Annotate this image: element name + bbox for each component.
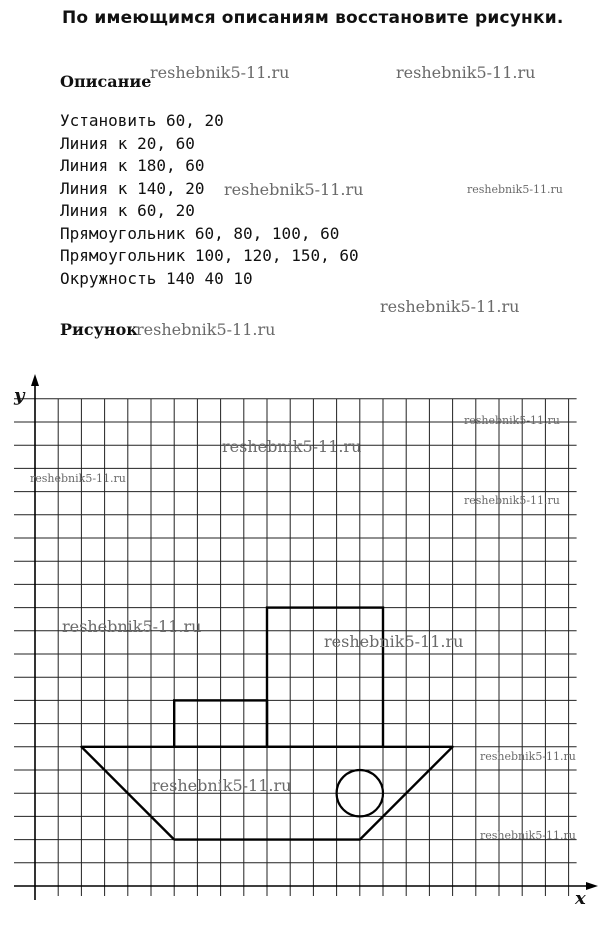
y-axis-label: y (14, 385, 25, 406)
description-line: Установить 60, 20 (60, 111, 224, 130)
description-line: Линия к 140, 20 (60, 178, 205, 198)
watermark: reshebnik5-11.ru (464, 494, 560, 507)
watermark: reshebnik5-11.ru (464, 414, 560, 427)
description-line: Линия к 20, 60 (60, 133, 195, 153)
description-line: Линия к 180, 60 (60, 156, 205, 175)
watermark: reshebnik5-11.ru (480, 829, 576, 842)
task-title: По имеющимся описаниям восстановите рисунки. (62, 8, 564, 28)
watermark: reshebnik5-11.ru (224, 180, 364, 199)
watermark: reshebnik5-11.ru (136, 320, 276, 339)
watermark: reshebnik5-11.ru (62, 617, 202, 636)
watermark: reshebnik5-11.ru (380, 297, 520, 316)
description-heading: Описание (60, 72, 152, 91)
watermark: reshebnik5-11.ru (222, 437, 362, 456)
watermark: reshebnik5-11.ru (152, 776, 292, 795)
watermark: reshebnik5-11.ru (30, 472, 126, 485)
y-axis-arrow (31, 374, 39, 386)
description-line: Линия к 60, 20 (60, 201, 195, 220)
description-line: Прямоугольник 100, 120, 150, 60 (60, 246, 359, 265)
watermark: reshebnik5-11.ru (150, 63, 290, 82)
watermark: reshebnik5-11.ru (467, 183, 563, 196)
x-axis-arrow (586, 882, 598, 890)
watermark: reshebnik5-11.ru (324, 632, 464, 651)
description-line: Окружность 140 40 10 (60, 268, 253, 288)
x-axis-label: x (575, 888, 586, 909)
figure-heading: Рисунок (60, 320, 138, 339)
watermark: reshebnik5-11.ru (480, 750, 576, 763)
watermark: reshebnik5-11.ru (396, 63, 536, 82)
description-line: Прямоугольник 60, 80, 100, 60 (60, 223, 340, 243)
